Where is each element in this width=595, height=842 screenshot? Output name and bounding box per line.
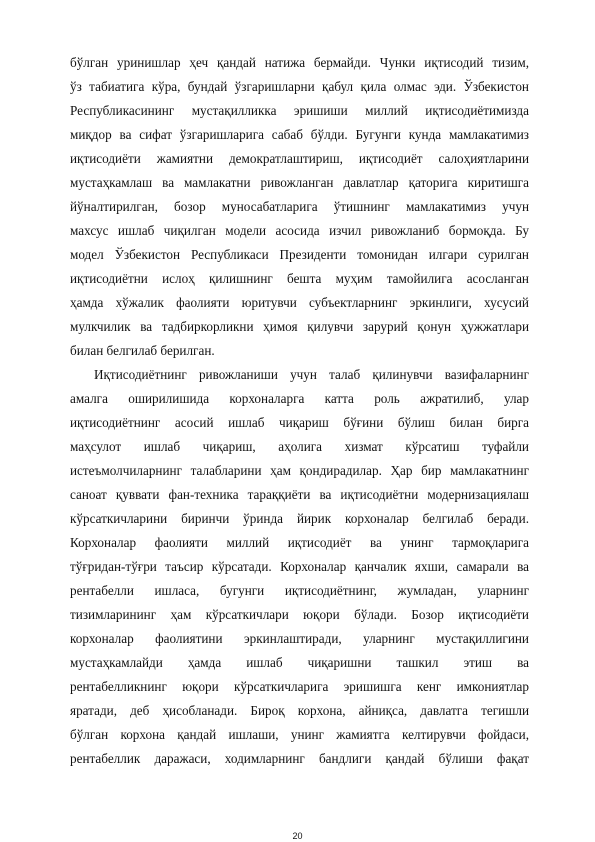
text-line: ўз табиатига кўра, бундай ўзгаришларни қабул қила олмас эди. Ўзбекистон — [70, 79, 529, 94]
text-line: мустаҳкамлаш ва мамлакатни ривожланган давлатлар қаторига киритишга — [70, 175, 529, 190]
text-line: корхоналар фаолиятини эркинлаштиради, уларнинг мустақиллигини — [70, 631, 529, 646]
text-line: йўналтирилган, бозор муносабатларига ўтишнинг мамлакатимиз учун — [70, 199, 529, 214]
text-line: иқтисодиётнинг асосий ишлаб чиқариш бўғини бўлиш билан бирга — [70, 415, 529, 430]
text-line: мустаҳкамлайди ҳамда ишлаб чиқаришни ташкил этиш ва — [70, 655, 529, 670]
text-line: Республикасининг мустақилликка эришиши миллий иқтисодиётимизда — [70, 103, 529, 118]
page-number: 20 — [292, 831, 303, 841]
text-line: саноат қуввати фан-техника тараққиёти ва иқтисодиётни модернизациялаш — [70, 487, 529, 502]
text-line: бўлган корхона қандай ишлаши, унинг жамиятга келтирувчи фойдаси, — [70, 727, 529, 742]
text-line: махсус ишлаб чиқилган модели асосида изчил ривожланиб бормоқда. Бу — [70, 223, 529, 238]
text-line: амалга оширилишида корхоналарга катта роль ажратилиб, улар — [70, 391, 529, 406]
text-line: мулкчилик ва тадбиркорликни ҳимоя қилувчи зарурий қонун ҳужжатлари — [70, 319, 529, 334]
paragraph-first-line: Иқтисодиётнинг ривожланиши учун талаб қилинувчи вазифаларнинг — [94, 367, 529, 382]
text-line: бўлган уринишлар ҳеч қандай натижа бермайди. Чунки иқтисодий тизим, — [70, 55, 529, 70]
text-line: тўғридан-тўғри таъсир кўрсатади. Корхоналар қанчалик яхши, самарали ва — [70, 559, 529, 574]
text-line: кўрсаткичларини биринчи ўринда йирик корхоналар белгилаб беради. — [70, 511, 529, 526]
text-line: миқдор ва сифат ўзгаришларига сабаб бўлди. Бугунги кунда мамлакатимиз — [70, 127, 529, 142]
text-line: модел Ўзбекистон Республикаси Президенти томонидан илгари сурилган — [70, 247, 529, 262]
text-line: рентабелликнинг юқори кўрсаткичларига эришишга кенг имкониятлар — [70, 679, 529, 694]
text-line: иқтисодиёти жамиятни демократлаштириш, иқтисодиёт салоҳиятларини — [70, 151, 529, 166]
text-line: рентабеллик даражаси, ходимларнинг бандлиги қандай бўлиши фақат — [70, 751, 529, 766]
text-line: ҳамда хўжалик фаолияти юритувчи субъектларнинг эркинлиги, хусусий — [70, 295, 529, 310]
text-line: рентабелли ишласа, бугунги иқтисодиётнинг, жумладан, уларнинг — [70, 583, 529, 598]
text-line: яратади, деб ҳисобланади. Бироқ корхона, айниқса, давлатга тегишли — [70, 703, 529, 718]
text-line: истеъмолчиларнинг талабларини ҳам қондирадилар. Ҳар бир мамлакатнинг — [70, 463, 529, 478]
text-line: билан белгилаб берилган. — [70, 343, 215, 358]
text-line: иқтисодиётни ислоҳ қилишнинг бешта муҳим тамойилига асосланган — [70, 271, 529, 286]
text-line: маҳсулот ишлаб чиқариш, аҳолига хизмат кўрсатиш туфайли — [70, 439, 529, 454]
text-line: тизимларининг ҳам кўрсаткичлари юқори бўлади. Бозор иқтисодиёти — [70, 607, 529, 622]
text-line: Корхоналар фаолияти миллий иқтисодиёт ва унинг тармоқларига — [70, 535, 529, 550]
